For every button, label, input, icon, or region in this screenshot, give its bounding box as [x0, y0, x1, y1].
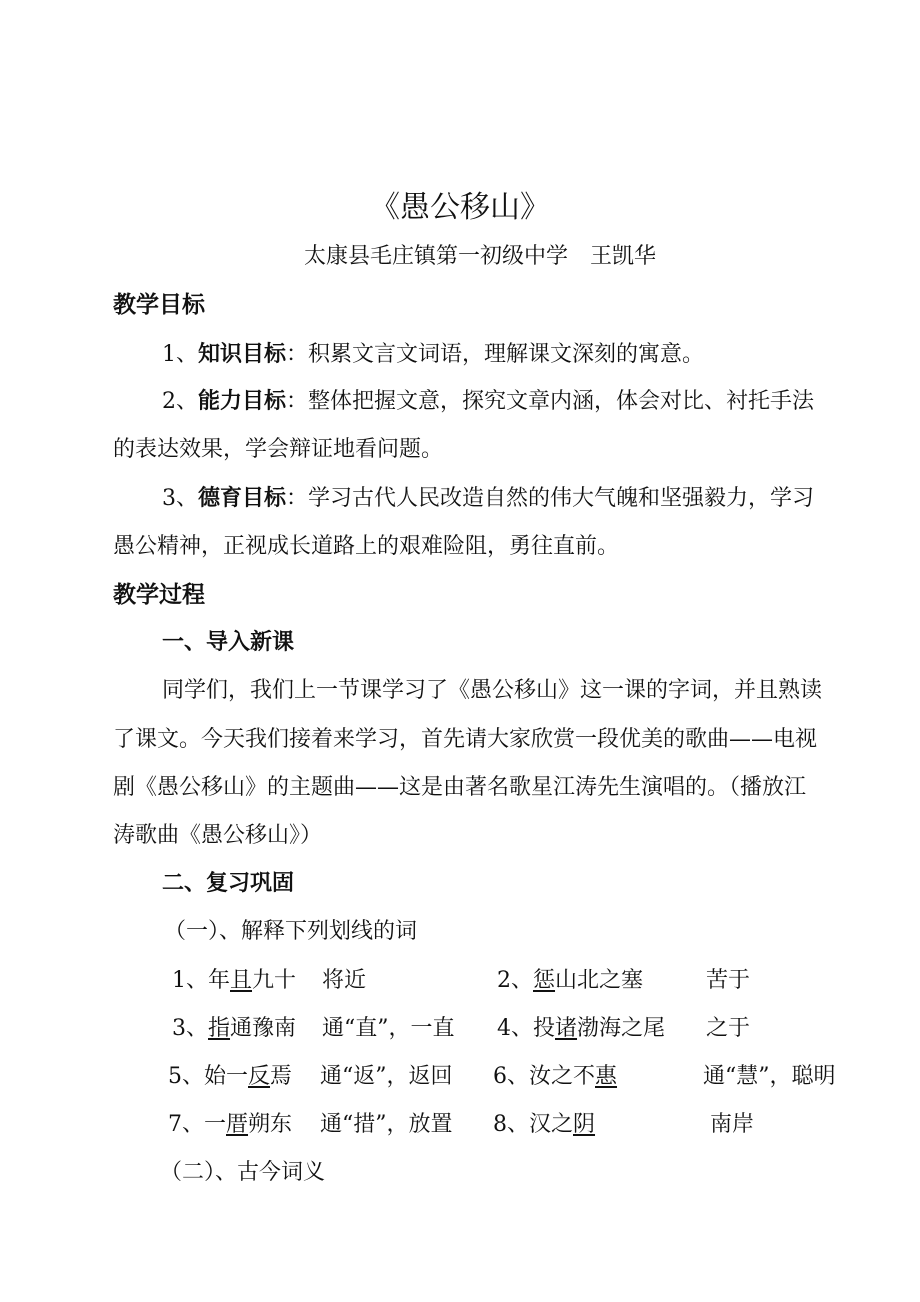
objective-3-text-1: 学习古代人民改造自然的伟大气魄和坚强毅力，学习 [308, 486, 815, 511]
vocab-word-3: 指 [208, 1016, 231, 1041]
objective-1-text: 积累文言文词语，理解课文深刻的寓意。 [308, 342, 705, 367]
objective-2-line1 [162, 387, 814, 417]
part2-heading: 二、复习巩固 [162, 871, 295, 896]
vocab-word-8: 阴 [573, 1112, 596, 1137]
vocab-meaning-8: 南岸 [710, 1112, 755, 1137]
vocab-item-3: 3、指通豫南 [172, 1016, 297, 1041]
objective-2-line2: 的表达效果，学会辩证地看问题。 [113, 437, 444, 462]
part2-sub2: （二）、古今词义 [160, 1160, 326, 1185]
part2-sub1: （一）、解释下列划线的词 [164, 919, 418, 944]
vocab-meaning-6: 通“慧”，聪明 [703, 1064, 836, 1089]
part1-heading: 一、导入新课 [162, 630, 295, 655]
vocab-item-6: 6、汝之不惠 [493, 1064, 618, 1089]
objective-2-label: 能力目标 [198, 389, 287, 414]
objective-2-num: 2、 [162, 389, 198, 414]
vocab-item-7: 7、一厝朔东 [168, 1112, 293, 1137]
author-line: 太康县毛庄镇第一初级中学 王凯华 [303, 244, 656, 269]
objective-3-line1 [162, 484, 814, 514]
objective-2-text-1: 整体把握文意，探究文章内涵，体会对比、衬托手法 [308, 389, 815, 414]
vocab-word-5: 反 [248, 1064, 271, 1089]
part1-line-3: 剧《愚公移山》的主题曲——这是由著名歌星江涛先生演唱的。（播放江 [113, 775, 807, 800]
vocab-meaning-4: 之于 [706, 1016, 751, 1041]
process-heading: 教学过程 [113, 582, 205, 608]
vocab-meaning-7: 通“措”，放置 [320, 1112, 453, 1137]
vocab-word-6: 惠 [595, 1064, 618, 1089]
vocab-item-4: 4、投诸渤海之尾 [497, 1016, 666, 1041]
objectives-heading: 教学目标 [113, 292, 205, 318]
vocab-word-7: 厝 [226, 1112, 249, 1137]
part1-line-4: 涛歌曲《愚公移山》） [113, 823, 323, 848]
part1-line-1: 同学们，我们上一节课学习了《愚公移山》这一课的字词，并且熟读 [162, 678, 823, 703]
vocab-item-1: 1、年且九十 [172, 968, 297, 993]
objective-1-sep: ： [286, 342, 309, 367]
vocab-meaning-5: 通“返”，返回 [320, 1064, 453, 1089]
vocab-item-8: 8、汉之阴 [493, 1112, 596, 1137]
vocab-word-4: 诸 [555, 1016, 578, 1041]
objective-3-num: 3、 [162, 486, 198, 511]
objective-1 [162, 340, 704, 370]
objective-3-label: 德育目标 [198, 486, 287, 511]
objective-3-line2: 愚公精神，正视成长道路上的艰难险阻，勇往直前。 [113, 534, 620, 559]
document-title: 《愚公移山》 [370, 190, 550, 225]
vocab-item-2: 2、惩山北之塞 [497, 968, 644, 993]
objective-3-sep: ： [286, 486, 309, 511]
vocab-meaning-2: 苦于 [706, 968, 751, 993]
vocab-meaning-1: 将近 [322, 968, 367, 993]
part1-line-2: 了课文。今天我们接着来学习，首先请大家欣赏一段优美的歌曲——电视 [113, 727, 818, 752]
vocab-word-1: 且 [230, 968, 253, 993]
vocab-item-5: 5、始一反焉 [168, 1064, 293, 1089]
objective-2-sep: ： [286, 389, 309, 414]
vocab-word-2: 惩 [533, 968, 556, 993]
objective-1-label: 知识目标 [198, 342, 287, 367]
vocab-meaning-3: 通“直”，一直 [322, 1016, 455, 1041]
objective-1-num: 1、 [162, 342, 198, 367]
